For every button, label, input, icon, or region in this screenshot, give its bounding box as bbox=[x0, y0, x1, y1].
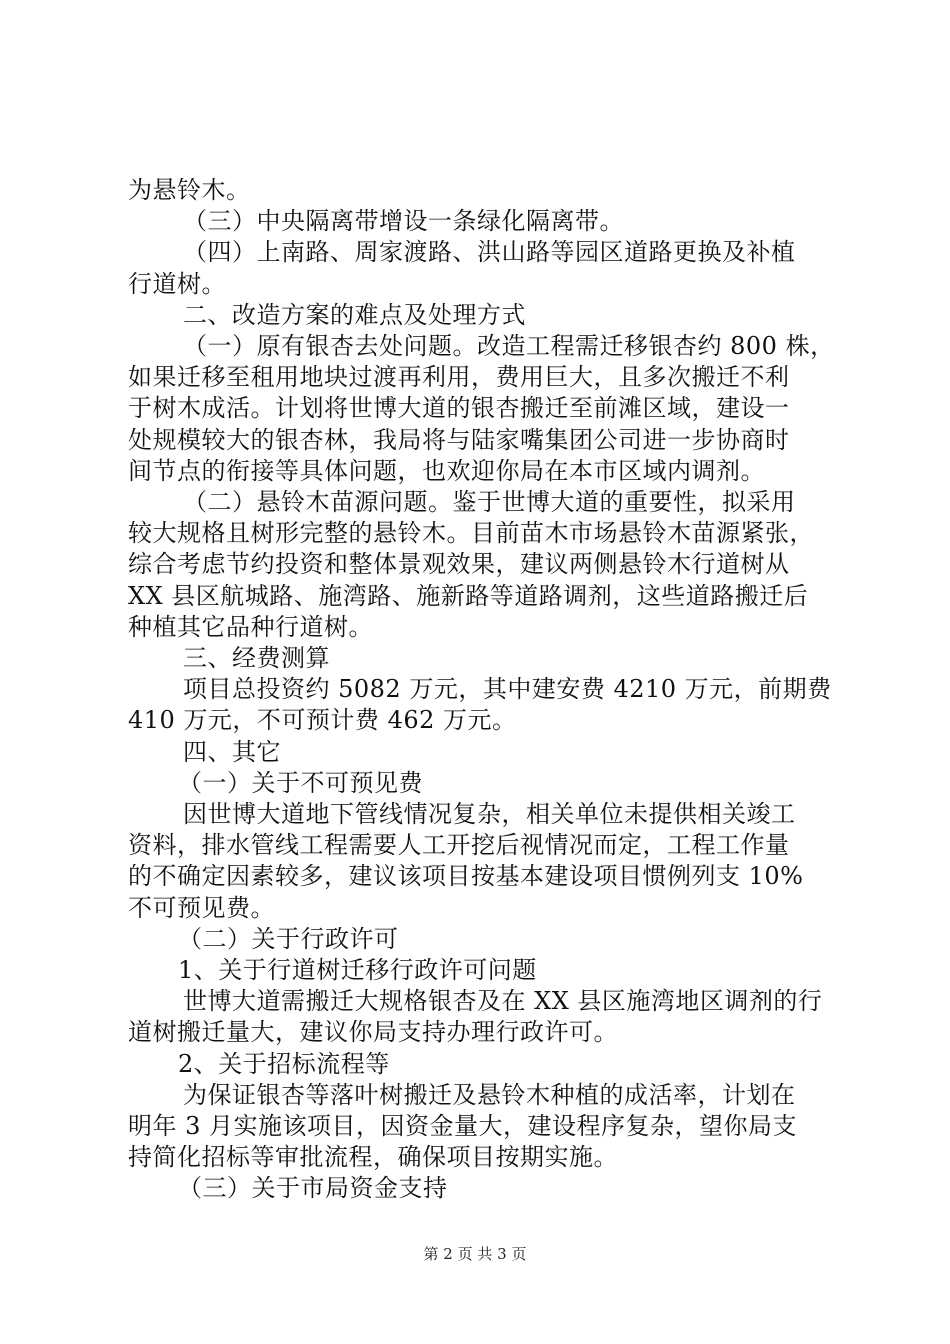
body-line: 为保证银杏等落叶树搬迁及悬铃木种植的成活率，计划在 bbox=[183, 1081, 796, 1109]
subsection-heading: 2、关于招标流程等 bbox=[178, 1050, 390, 1078]
body-line: XX 县区航城路、施湾路、施新路等道路调剂，这些道路搬迁后 bbox=[128, 582, 809, 610]
body-line: 世博大道需搬迁大规格银杏及在 XX 县区施湾地区调剂的行 bbox=[183, 987, 823, 1015]
section-item-heading: （三）关于市局资金支持 bbox=[178, 1174, 448, 1202]
body-line: 于树木成活。计划将世博大道的银杏搬迁至前滩区域，建设一 bbox=[128, 394, 790, 422]
body-line: 持简化招标等审批流程，确保项目按期实施。 bbox=[128, 1143, 618, 1171]
body-line: 较大规格且树形完整的悬铃木。目前苗木市场悬铃木苗源紧张， bbox=[128, 519, 814, 547]
body-line: 的不确定因素较多，建议该项目按基本建设项目惯例列支 10% bbox=[128, 862, 804, 890]
body-line: 410 万元，不可预计费 462 万元。 bbox=[128, 706, 517, 734]
section-heading: 三、经费测算 bbox=[183, 644, 330, 672]
body-line: 行道树。 bbox=[128, 270, 226, 298]
body-line: 种植其它品种行道树。 bbox=[128, 613, 373, 641]
subsection-heading: 1、关于行道树迁移行政许可问题 bbox=[178, 956, 537, 984]
section-item-heading: （二）关于行政许可 bbox=[178, 925, 399, 953]
section-item-heading: （一）关于不可预见费 bbox=[178, 769, 423, 797]
section-item-heading: （四）上南路、周家渡路、洪山路等园区道路更换及补植 bbox=[183, 238, 796, 266]
body-line: 因世博大道地下管线情况复杂，相关单位未提供相关竣工 bbox=[183, 800, 796, 828]
body-line: 处规模较大的银杏林，我局将与陆家嘴集团公司进一步协商时 bbox=[128, 426, 790, 454]
body-line: 为悬铃木。 bbox=[128, 176, 251, 204]
body-line: 间节点的衔接等具体问题，也欢迎你局在本市区域内调剂。 bbox=[128, 457, 765, 485]
section-heading: 二、改造方案的难点及处理方式 bbox=[183, 301, 526, 329]
body-line: 明年 3 月实施该项目，因资金量大，建设程序复杂，望你局支 bbox=[128, 1112, 798, 1140]
body-line: 综合考虑节约投资和整体景观效果，建议两侧悬铃木行道树从 bbox=[128, 550, 790, 578]
body-line: 不可预见费。 bbox=[128, 894, 275, 922]
body-line: 资料，排水管线工程需要人工开挖后视情况而定，工程工作量 bbox=[128, 831, 790, 859]
body-line: 项目总投资约 5082 万元，其中建安费 4210 万元，前期费 bbox=[183, 675, 832, 703]
page-footer: 第 2 页 共 3 页 bbox=[423, 1245, 527, 1263]
section-item-heading: （二）悬铃木苗源问题。鉴于世博大道的重要性，拟采用 bbox=[183, 488, 796, 516]
section-heading: 四、其它 bbox=[183, 738, 281, 766]
section-item-heading: （一）原有银杏去处问题。改造工程需迁移银杏约 800 株， bbox=[183, 332, 835, 360]
body-line: 道树搬迁量大，建议你局支持办理行政许可。 bbox=[128, 1018, 618, 1046]
body-line: 如果迁移至租用地块过渡再利用，费用巨大，且多次搬迁不利 bbox=[128, 363, 790, 391]
section-item-heading: （三）中央隔离带增设一条绿化隔离带。 bbox=[183, 207, 624, 235]
